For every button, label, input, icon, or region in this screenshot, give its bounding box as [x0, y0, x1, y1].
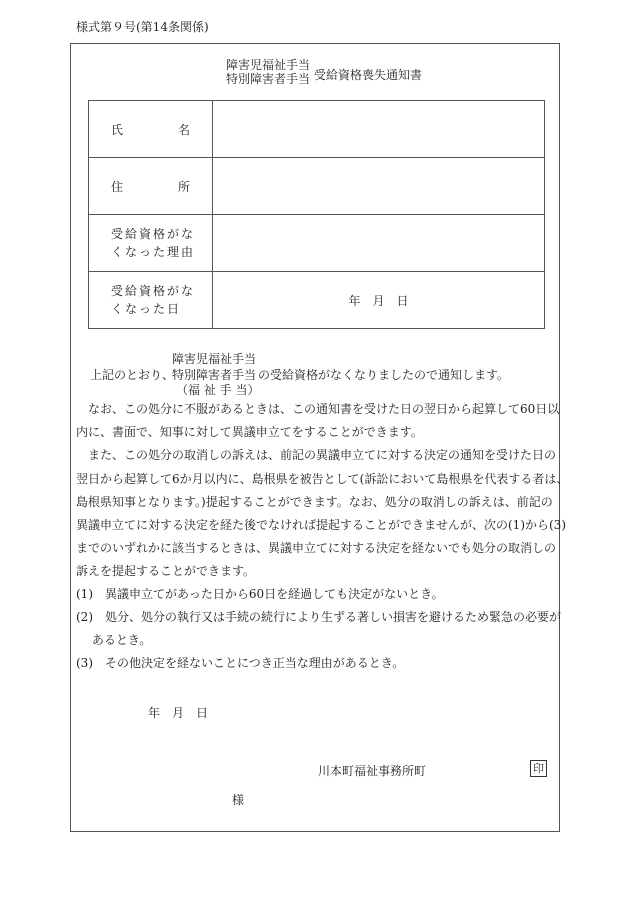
date-label — [89, 272, 213, 329]
body-line-1: なお、この処分に不服があるときは、この通知書を受けた日の翌日から起算して60日以 — [76, 402, 560, 416]
table-row-reason — [89, 215, 545, 272]
table-row-address — [89, 158, 545, 215]
body-line-2: 内に、書面で、知事に対して異議申立てをすることができます。 — [76, 425, 423, 439]
reason-field[interactable] — [213, 215, 545, 272]
date-label-line2: くなった日 — [111, 302, 182, 316]
body-line-3: また、この処分の取消しの訴えは、前記の異議申立てに対する決定の通知を受けた日の — [76, 448, 557, 462]
body-line-5: 島根県知事となります。)提起することができます。なお、処分の取消しの訴えは、前記の — [76, 495, 553, 509]
title-allowance-line1: 障害児福祉手当 — [226, 58, 311, 72]
allowance-above: 障害児福祉手当 — [172, 352, 257, 366]
body-line-10: (2) 処分、処分の執行又は手続の続行により生ずる著しい損害を避けるため緊急の必要が — [76, 610, 562, 624]
title-allowance-types — [226, 58, 310, 86]
footer-date: 年 月 日 — [148, 706, 209, 720]
recipient-suffix: 様 — [232, 793, 245, 807]
notice-prefix: 上記のとおり、 — [90, 368, 175, 382]
body-line-12: (3) その他決定を経ないことにつき正当な理由があるとき。 — [76, 656, 405, 670]
reason-label-line1: 受給資格がな — [111, 227, 196, 241]
address-label-b: 所 — [177, 179, 190, 194]
address-label-a: 住 — [111, 179, 124, 194]
document-title: 受給資格喪失通知書 — [314, 68, 423, 82]
notice-suffix: の受給資格がなくなりましたので通知します。 — [258, 368, 510, 382]
name-field[interactable] — [213, 101, 545, 158]
table-row-date — [89, 272, 545, 329]
name-label-b: 名 — [177, 122, 190, 137]
seal-mark: 印 — [530, 760, 547, 777]
issuer-name: 川本町福祉事務所町 — [318, 764, 427, 778]
title-allowance-line2: 特別障害者手当 — [226, 72, 311, 86]
date-field[interactable]: 年 月 日 — [213, 272, 545, 329]
allowance-below: （福 祉 手 当） — [176, 383, 260, 397]
body-line-7: までのいずれかに該当するときは、異議申立てに対する決定を経ないでも処分の取消しの — [76, 541, 557, 555]
reason-label-line2: くなった理由 — [111, 245, 196, 259]
table-row-name — [89, 101, 545, 158]
body-line-9: (1) 異議申立てがあった日から60日を経過しても決定がないとき。 — [76, 587, 444, 601]
reason-label — [89, 215, 213, 272]
address-label — [89, 158, 213, 215]
name-label-a: 氏 — [111, 122, 124, 137]
body-line-11: あるとき。 — [76, 633, 152, 647]
address-field[interactable] — [213, 158, 545, 215]
form-number: 様式第９号(第14条関係) — [76, 20, 209, 34]
notice-middle: 特別障害者手当 — [172, 368, 257, 382]
body-line-6: 異議申立てに対する決定を経た後でなければ提起することができませんが、次の(1)から(3) — [76, 518, 566, 532]
body-line-4: 翌日から起算して6か月以内に、島根県を被告として(訴訟において島根県を代表する者は、 — [76, 472, 569, 486]
name-label — [89, 101, 213, 158]
body-line-8: 訴えを提起することができます。 — [76, 564, 256, 578]
date-label-line1: 受給資格がな — [111, 284, 196, 298]
recipient-info-table — [88, 100, 545, 329]
